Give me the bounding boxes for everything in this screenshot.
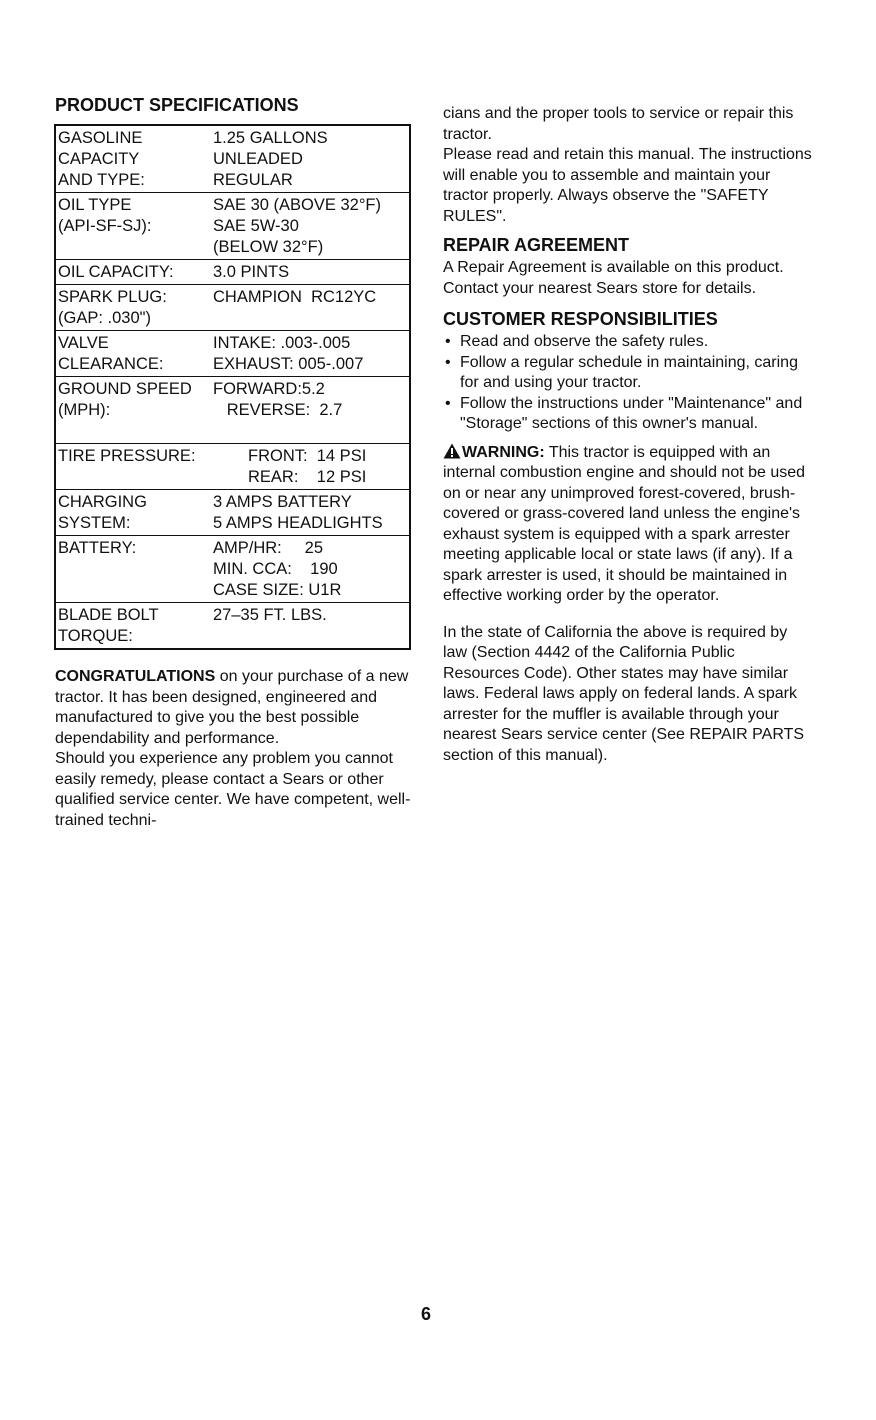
- list-item-text: Follow the instructions under "Maintenance" and "Storage" sections of this owner's manual.: [460, 394, 803, 432]
- responsibilities-list: [443, 332, 813, 435]
- bullet-icon: •: [445, 394, 451, 412]
- intro-paragraph: cians and the proper tools to service or repair this tractor.: [443, 105, 794, 143]
- spec-value-line: 5 AMPS HEADLIGHTS: [213, 514, 383, 532]
- spec-label: [56, 195, 213, 258]
- spec-label-line: [58, 421, 213, 442]
- warning-paragraph: [443, 443, 813, 607]
- spec-label-line: GASOLINE: [58, 129, 143, 147]
- list-item: [443, 394, 813, 435]
- warning-text: This tractor is equipped with an internal combustion engine and should not be used on or near any unimproved forest-covered, brush-covered or grass-covered land unless the engine's exhaust system is equipped with a spark arrester meeting applicable local or state laws (if any). If a spark arrester is used, it should be maintained in effective working order by the operator.: [443, 443, 806, 604]
- spec-value-line: SAE 5W-30: [213, 217, 299, 235]
- right-column: [443, 104, 813, 766]
- spec-label-line: (API-SF-SJ):: [58, 217, 152, 235]
- spec-label-line: TIRE PRESSURE:: [58, 447, 196, 465]
- specs-title: PRODUCT SPECIFICATIONS: [55, 95, 299, 115]
- page-number: 6: [421, 1304, 432, 1324]
- spec-value-line: FRONT: 14 PSI: [248, 447, 367, 465]
- congratulations-paragraph: [55, 667, 415, 749]
- spec-value-line: REAR: 12 PSI: [248, 468, 367, 486]
- spec-value-line: INTAKE: .003-.005: [213, 334, 351, 352]
- california-paragraph: In the state of California the above is required by law (Section 4442 of the California Public Resources Code). Other states may have similar laws. Federal laws apply on federal lands. A spark arrester for the muffler is available through your nearest Sears service center (See REPAIR PARTS section of this manual).: [443, 623, 805, 764]
- service-paragraph: Should you experience any problem you cannot easily remedy, please contact a Sears or other qualified service center. We have competent, well-trained techni-: [55, 750, 411, 829]
- warning-label: WARNING:: [462, 443, 545, 461]
- list-item-text: Read and observe the safety rules.: [460, 333, 709, 350]
- spec-label-line: CHARGING: [58, 493, 147, 511]
- spec-value: [213, 379, 409, 442]
- spec-label-line: GROUND SPEED: [58, 380, 192, 398]
- spec-row: [56, 285, 409, 331]
- spec-label: [56, 262, 213, 283]
- spec-value-line: [213, 421, 409, 442]
- spec-label-line: SPARK PLUG:: [58, 288, 167, 306]
- spec-label: [56, 492, 213, 534]
- spec-value-line: 3 AMPS BATTERY: [213, 493, 352, 511]
- specs-table: [54, 124, 411, 650]
- spec-row: [56, 260, 409, 285]
- spec-row: [56, 490, 409, 536]
- spec-value: [213, 605, 409, 647]
- spec-row: [56, 193, 409, 260]
- spec-label: [56, 333, 213, 375]
- spec-value-line: REGULAR: [213, 171, 293, 189]
- spec-value-line: (BELOW 32°F): [213, 238, 324, 256]
- spec-value: [213, 333, 409, 375]
- spec-label-line: (GAP: .030"): [58, 309, 151, 327]
- spec-value: [213, 195, 409, 258]
- spec-label: [56, 538, 213, 601]
- spec-row: [56, 536, 409, 603]
- spec-row: [56, 377, 409, 444]
- list-item: [443, 353, 813, 394]
- spec-row: [56, 331, 409, 377]
- spec-label-line: SYSTEM:: [58, 514, 131, 532]
- spec-label-line: [58, 467, 248, 488]
- spec-label: [56, 287, 213, 329]
- spec-value: [213, 262, 409, 283]
- congratulations-lead: CONGRATULATIONS: [55, 668, 216, 685]
- spec-value: [213, 538, 409, 601]
- spec-label-line: [58, 580, 213, 601]
- spec-label-line: CLEARANCE:: [58, 355, 164, 373]
- spec-label-line: OIL TYPE: [58, 196, 132, 214]
- spec-value-line: SAE 30 (ABOVE 32°F): [213, 196, 381, 214]
- spec-value-line: MIN. CCA: 190: [213, 560, 338, 578]
- spec-value-line: 1.25 GALLONS: [213, 129, 328, 147]
- spec-value-line: UNLEADED: [213, 150, 303, 168]
- spec-value-line: CASE SIZE: U1R: [213, 581, 342, 599]
- spec-label-line: TORQUE:: [58, 627, 133, 645]
- list-item-text: Follow a regular schedule in maintaining, caring for and using your tractor.: [460, 353, 798, 391]
- spec-value-line: 3.0 PINTS: [213, 263, 290, 281]
- spec-row: [56, 444, 409, 490]
- spec-label-line: [58, 237, 213, 258]
- repair-agreement-title: REPAIR AGREEMENT: [443, 235, 630, 255]
- spec-value: [213, 287, 409, 329]
- spec-label: [56, 605, 213, 647]
- spec-value-line: EXHAUST: 005-.007: [213, 355, 364, 373]
- spec-value-line: AMP/HR: 25: [213, 539, 324, 557]
- spec-value: [213, 492, 409, 534]
- spec-label: [56, 379, 213, 442]
- spec-label-line: OIL CAPACITY:: [58, 263, 174, 281]
- list-item: [443, 332, 813, 353]
- spec-label: [56, 446, 248, 488]
- spec-label-line: BLADE BOLT: [58, 606, 159, 624]
- left-column: [55, 95, 415, 831]
- spec-label-line: (MPH):: [58, 401, 111, 419]
- spec-value-line: 27–35 FT. LBS.: [213, 606, 327, 624]
- spec-row: [56, 603, 409, 648]
- bullet-icon: •: [445, 333, 451, 350]
- spec-value: [213, 128, 409, 191]
- spec-row: [56, 126, 409, 193]
- spec-value-line: [213, 626, 409, 647]
- spec-value-line: [213, 308, 409, 329]
- read-manual-paragraph: Please read and retain this manual. The instructions will enable you to assemble and maintain your tractor properly. Always observe the "SAFETY RULES".: [443, 146, 812, 225]
- spec-value-line: REVERSE: 2.7: [213, 401, 343, 419]
- spec-value-line: FORWARD:5.2: [213, 380, 325, 398]
- customer-responsibilities-title: CUSTOMER RESPONSIBILITIES: [443, 309, 718, 329]
- spec-label-line: [58, 559, 213, 580]
- bullet-icon: •: [445, 353, 451, 371]
- repair-agreement-text: A Repair Agreement is available on this product. Contact your nearest Sears store for details.: [443, 259, 784, 297]
- spec-label-line: VALVE: [58, 334, 109, 352]
- spec-label-line: BATTERY:: [58, 539, 137, 557]
- warning-triangle-icon: [443, 443, 461, 459]
- spec-label-line: AND TYPE:: [58, 171, 145, 189]
- spec-label-line: CAPACITY: [58, 150, 140, 168]
- spec-label: [56, 128, 213, 191]
- spec-value-line: CHAMPION RC12YC: [213, 288, 377, 306]
- congratulations-text: on your purchase of a new tractor. It has been designed, engineered and manufactured to give you the best possible dependability and performance.: [55, 668, 409, 747]
- spec-value: [248, 446, 409, 488]
